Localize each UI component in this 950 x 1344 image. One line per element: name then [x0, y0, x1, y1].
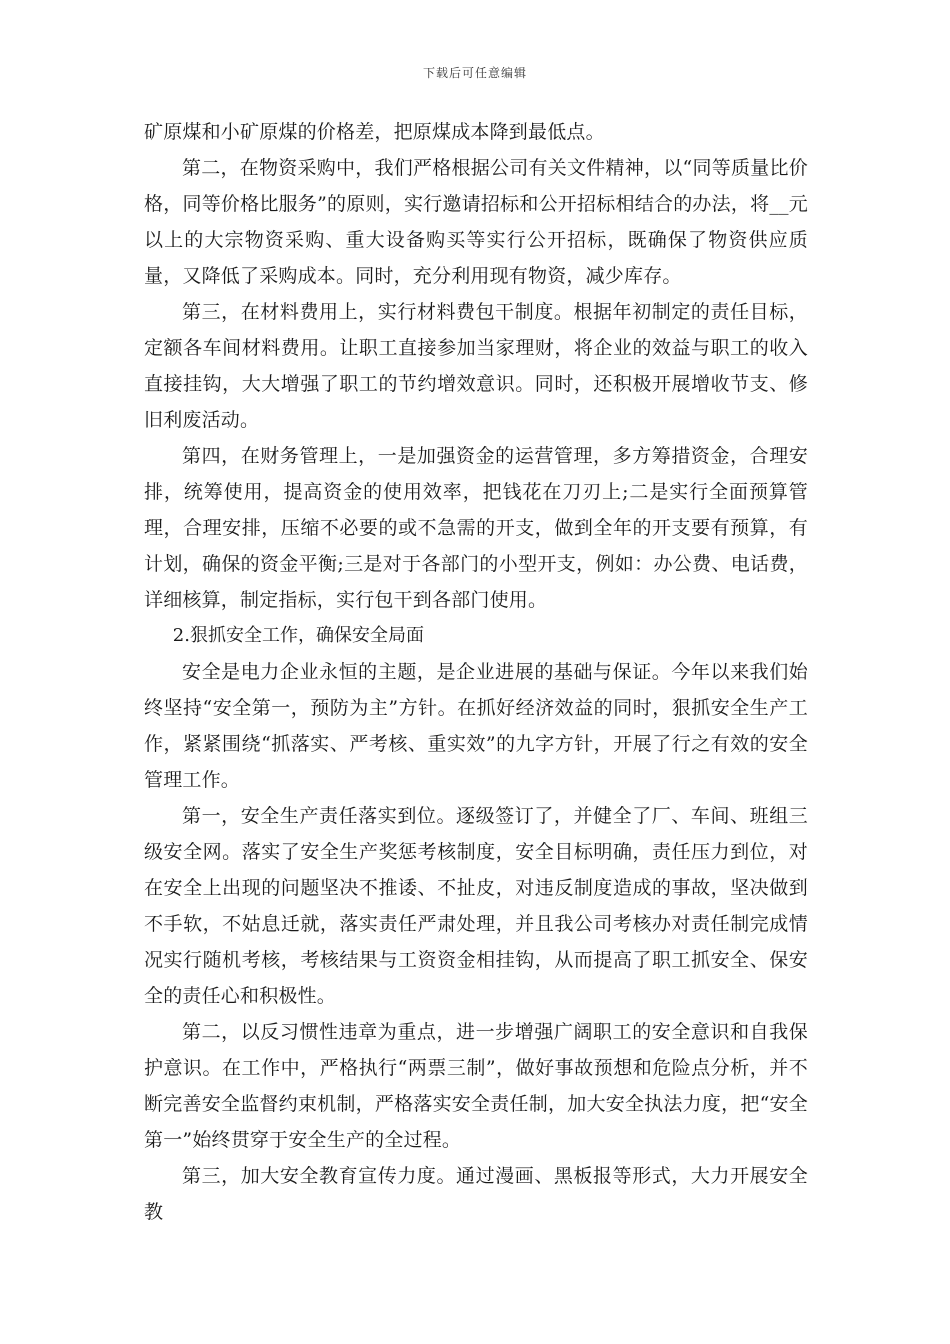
section-heading-safety: 2.狠抓安全工作，确保安全局面	[172, 625, 424, 646]
paragraph-safety-education: 第三，加大安全教育宣传力度。通过漫画、黑板报等形式，大力开展安全教	[144, 1165, 808, 1223]
paragraph-procurement: 第二，在物资采购中，我们严格根据公司有关文件精神，以“同等质量比价格，同等价格比服务”的原则，实行邀请招标和公开招标相结合的办法，将__元以上的大宗物资采购、重大设备购买等实行公开招标，既确保了物资供应质量，又降低了采购成本。同时，充分利用现有物资，减少库存。	[144, 157, 808, 287]
paragraph-safety-responsibility: 第一，安全生产责任落实到位。逐级签订了，并健全了厂、车间、班组三级安全网。落实了安全生产奖惩考核制度，安全目标明确，责任压力到位，对在安全上出现的问题坚决不推诿、不扯皮，对违反制度造成的事故，坚决做到不手软，不姑息迁就，落实责任严肃处理，并且我公司考核办对责任制完成情况实行随机考核，考核结果与工资资金相挂钩，从而提高了职工抓安全、保安全的责任心和积极性。	[144, 805, 808, 1007]
paragraph-safety-intro: 安全是电力企业永恒的主题，是企业进展的基础与保证。今年以来我们始终坚持“安全第一，预防为主”方针。在抓好经济效益的同时，狠抓安全生产工作，紧紧围绕“抓落实、严考核、重实效”的九字方针，开展了行之有效的安全管理工作。	[144, 661, 808, 791]
paragraph-safety-awareness: 第二，以反习惯性违章为重点，进一步增强广阔职工的安全意识和自我保护意识。在工作中，严格执行“两票三制”，做好事故预想和危险点分析，并不断完善安全监督约束机制，严格落实安全责任制，加大安全执法力度，把“安全第一”始终贯穿于安全生产的全过程。	[144, 1021, 808, 1151]
page-header-note: 下载后可任意编辑	[422, 66, 527, 80]
document-body	[144, 114, 808, 1230]
paragraph-continuation: 矿原煤和小矿原煤的价格差，把原煤成本降到最低点。	[144, 121, 605, 143]
paragraph-material-costs: 第三，在材料费用上，实行材料费包干制度。根据年初制定的责任目标，定额各车间材料费用。让职工直接参加当家理财，将企业的效益与职工的收入直接挂钩，大大增强了职工的节约增效意识。同时，还积极开展增收节支、修旧利废活动。	[144, 301, 808, 431]
paragraph-financial-management: 第四，在财务管理上，一是加强资金的运营管理，多方筹措资金，合理安排，统筹使用，提高资金的使用效率，把钱花在刀刃上;二是实行全面预算管理，合理安排，压缩不必要的或不急需的开支，做到全年的开支要有预算，有计划，确保的资金平衡;三是对于各部门的小型开支，例如：办公费、电话费，详细核算，制定指标，实行包干到各部门使用。	[144, 445, 808, 611]
